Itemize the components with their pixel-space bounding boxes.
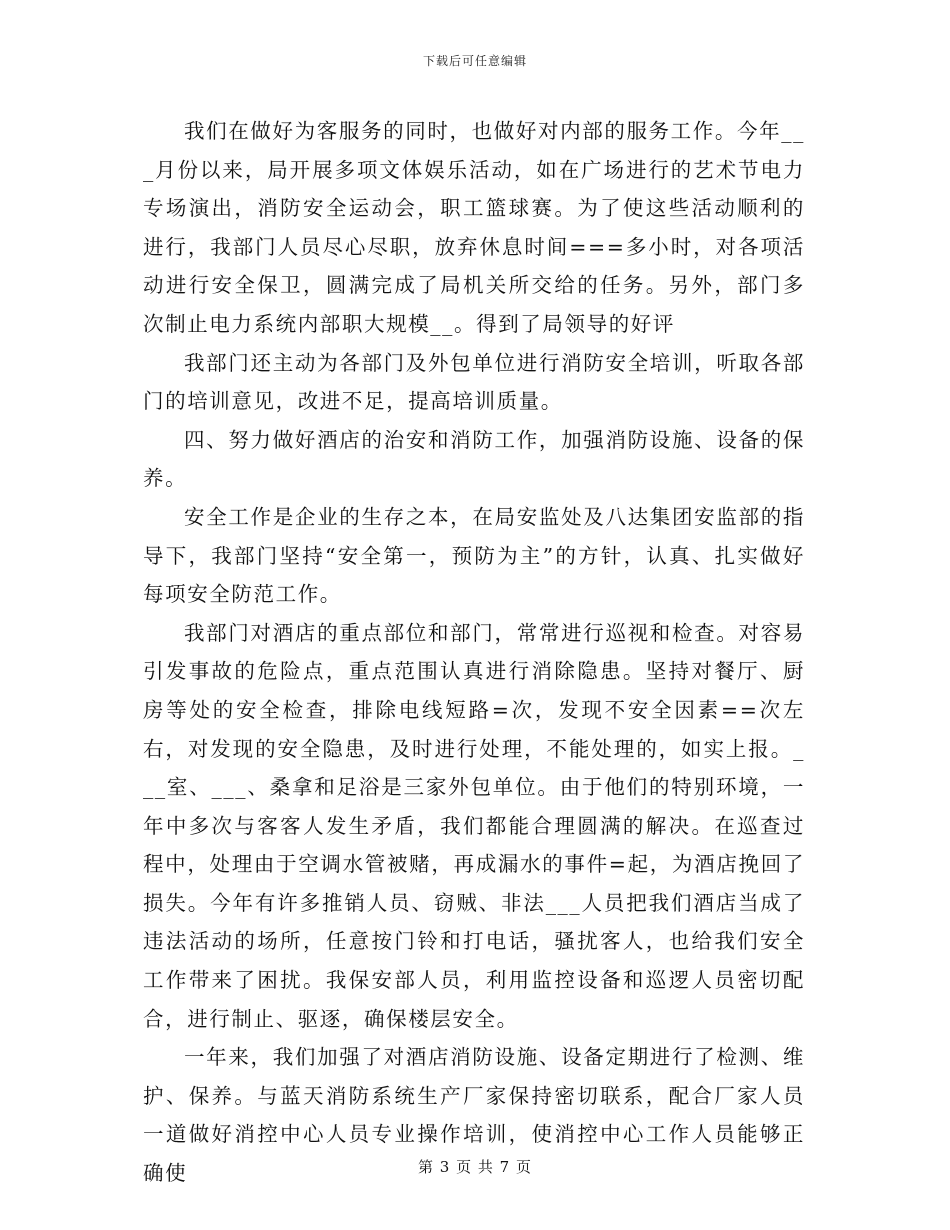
paragraph: 安全工作是企业的生存之本，在局安监处及八达集团安监部的指导下，我部门坚持“安全第一，预防为主”的方针，认真、扎实做好每项安全防范工作。 xyxy=(143,504,805,607)
paragraph: 我们在做好为客服务的同时，也做好对内部的服务工作。今年___月份以来，局开展多项文体娱乐活动，如在广场进行的艺术节电力专场演出，消防安全运动会，职工篮球赛。为了使这些活动顺利的进行，我部门人员尽心尽职，放弃休息时间===多小时，对各项活动进行安全保卫，圆满完成了局机关所交给的任务。另外，部门多次制止电力系统内部职大规模__。得到了局领导的好评 xyxy=(143,119,805,336)
document-body xyxy=(143,112,805,1193)
page-header: 下载后可任意编辑 xyxy=(422,54,527,68)
paragraph: 我部门对酒店的重点部位和部门，常常进行巡视和检查。对容易引发事故的危险点，重点范围认真进行消除隐患。坚持对餐厅、厨房等处的安全检查，排除电线短路=次，发现不安全因素==次左右，对发现的安全隐患，及时进行处理，不能处理的，如实上报。___室、___、桑拿和足浴是三家外包单位。由于他们的特别环境，一年中多次与客客人发生矛盾，我们都能合理圆满的解决。在巡查过程中，处理由于空调水管被赌，再成漏水的事件=起，为酒店挽回了损失。今年有许多推销人员、窃贼、非法___人员把我们酒店当成了违法活动的场所，任意按门铃和打电话，骚扰客人，也给我们安全工作带来了困扰。我保安部人员，利用监控设备和巡逻人员密切配合，进行制止、驱逐，确保楼层安全。 xyxy=(143,620,805,1031)
paragraph: 四、努力做好酒店的治安和消防工作，加强消防设施、设备的保养。 xyxy=(143,427,805,491)
page-number: 第 3 页 共 7 页 xyxy=(418,1158,532,1176)
paragraph: 一年来，我们加强了对酒店消防设施、设备定期进行了检测、维护、保养。与蓝天消防系统生产厂家保持密切联系，配合厂家人员一道做好消控中心人员专业操作培训，使消控中心工作人员能够正确使 xyxy=(143,1045,805,1186)
paragraph: 我部门还主动为各部门及外包单位进行消防安全培训，听取各部门的培训意见，改进不足，提高培训质量。 xyxy=(143,350,805,414)
